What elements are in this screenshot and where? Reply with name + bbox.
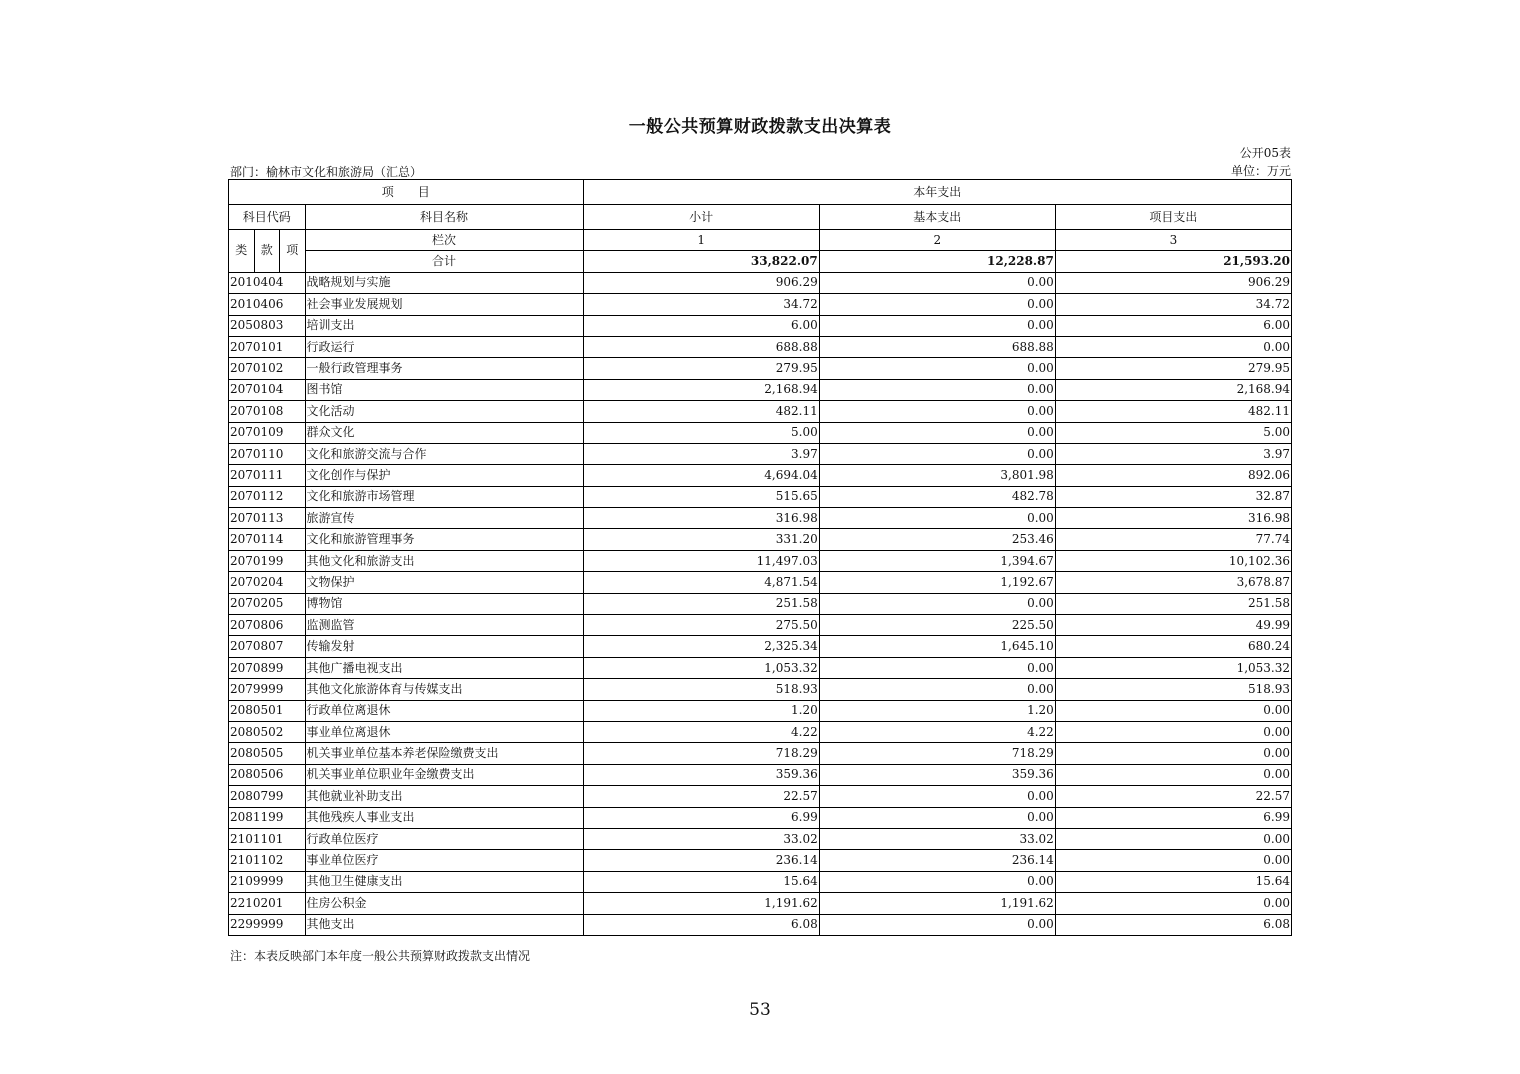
row-name: 行政运行 — [305, 336, 583, 357]
row-basic: 482.78 — [819, 486, 1055, 507]
row-name: 其他就业补助支出 — [305, 786, 583, 807]
row-project: 34.72 — [1055, 294, 1291, 315]
row-subtotal: 6.08 — [583, 914, 819, 935]
table-row — [229, 914, 1292, 935]
table-row — [229, 679, 1292, 700]
header-row-2 — [229, 205, 1292, 230]
row-name: 文化活动 — [305, 401, 583, 422]
row-subtotal: 34.72 — [583, 294, 819, 315]
department-label: 部门：榆林市文化和旅游局（汇总） — [230, 165, 423, 179]
row-basic: 0.00 — [819, 358, 1055, 379]
row-subtotal: 4,694.04 — [583, 465, 819, 486]
row-subtotal: 688.88 — [583, 336, 819, 357]
row-code: 2070199 — [229, 550, 306, 571]
row-code: 2210201 — [229, 893, 306, 914]
row-name: 文化和旅游交流与合作 — [305, 443, 583, 464]
row-code: 2070899 — [229, 657, 306, 678]
row-code: 2080505 — [229, 743, 306, 764]
row-name: 旅游宣传 — [305, 508, 583, 529]
row-basic: 0.00 — [819, 593, 1055, 614]
row-subtotal: 906.29 — [583, 272, 819, 293]
row-code: 2080799 — [229, 786, 306, 807]
row-project: 77.74 — [1055, 529, 1291, 550]
row-subtotal: 236.14 — [583, 850, 819, 871]
row-project: 0.00 — [1055, 721, 1291, 742]
row-code: 2070110 — [229, 443, 306, 464]
page-number: 53 — [749, 1000, 771, 1020]
row-project: 0.00 — [1055, 893, 1291, 914]
row-subtotal: 515.65 — [583, 486, 819, 507]
table-row — [229, 893, 1292, 914]
row-name: 其他文化旅游体育与传媒支出 — [305, 679, 583, 700]
row-basic: 359.36 — [819, 764, 1055, 785]
row-subtotal: 1,053.32 — [583, 657, 819, 678]
row-name: 其他文化和旅游支出 — [305, 550, 583, 571]
row-project: 6.08 — [1055, 914, 1291, 935]
row-name: 行政单位离退休 — [305, 700, 583, 721]
table-row — [229, 358, 1292, 379]
table-row — [229, 272, 1292, 293]
table-row — [229, 657, 1292, 678]
row-name: 行政单位医疗 — [305, 828, 583, 849]
table-row — [229, 422, 1292, 443]
row-subtotal: 33.02 — [583, 828, 819, 849]
header-xiang: 项 — [280, 230, 306, 273]
table-row — [229, 700, 1292, 721]
row-name: 监测监管 — [305, 615, 583, 636]
total-basic: 12,228.87 — [819, 251, 1055, 272]
row-name: 其他卫生健康支出 — [305, 871, 583, 892]
row-basic: 0.00 — [819, 294, 1055, 315]
row-basic: 33.02 — [819, 828, 1055, 849]
row-project: 3.97 — [1055, 443, 1291, 464]
row-basic: 4.22 — [819, 721, 1055, 742]
row-project: 0.00 — [1055, 828, 1291, 849]
expenditure-table — [228, 179, 1292, 936]
row-project: 482.11 — [1055, 401, 1291, 422]
row-subtotal: 15.64 — [583, 871, 819, 892]
row-project: 0.00 — [1055, 700, 1291, 721]
row-subtotal: 6.99 — [583, 807, 819, 828]
row-subtotal: 279.95 — [583, 358, 819, 379]
header-project: 项目支出 — [1055, 205, 1291, 230]
row-name: 群众文化 — [305, 422, 583, 443]
row-code: 2050803 — [229, 315, 306, 336]
row-basic: 1,192.67 — [819, 572, 1055, 593]
row-project: 22.57 — [1055, 786, 1291, 807]
row-basic: 0.00 — [819, 315, 1055, 336]
row-code: 2010406 — [229, 294, 306, 315]
table-row — [229, 743, 1292, 764]
row-basic: 236.14 — [819, 850, 1055, 871]
row-name: 战略规划与实施 — [305, 272, 583, 293]
header-item: 项 目 — [229, 180, 584, 205]
row-name: 文化和旅游市场管理 — [305, 486, 583, 507]
row-code: 2109999 — [229, 871, 306, 892]
row-code: 2070113 — [229, 508, 306, 529]
row-code: 2070114 — [229, 529, 306, 550]
row-code: 2080506 — [229, 764, 306, 785]
row-code: 2079999 — [229, 679, 306, 700]
row-code: 2070204 — [229, 572, 306, 593]
row-basic: 0.00 — [819, 422, 1055, 443]
row-project: 518.93 — [1055, 679, 1291, 700]
row-subtotal: 482.11 — [583, 401, 819, 422]
table-row — [229, 401, 1292, 422]
row-subtotal: 316.98 — [583, 508, 819, 529]
table-row — [229, 529, 1292, 550]
row-basic: 225.50 — [819, 615, 1055, 636]
row-basic: 0.00 — [819, 272, 1055, 293]
row-project: 3,678.87 — [1055, 572, 1291, 593]
total-label: 合计 — [305, 251, 583, 272]
row-subtotal: 5.00 — [583, 422, 819, 443]
row-name: 传输发射 — [305, 636, 583, 657]
row-name: 文物保护 — [305, 572, 583, 593]
row-code: 2070108 — [229, 401, 306, 422]
header-col1: 1 — [583, 230, 819, 251]
table-body — [229, 180, 1292, 936]
row-basic: 0.00 — [819, 508, 1055, 529]
row-project: 0.00 — [1055, 764, 1291, 785]
row-subtotal: 518.93 — [583, 679, 819, 700]
row-name: 文化创作与保护 — [305, 465, 583, 486]
row-basic: 1.20 — [819, 700, 1055, 721]
row-code: 2070806 — [229, 615, 306, 636]
table-row — [229, 379, 1292, 400]
header-code: 科目代码 — [229, 205, 306, 230]
row-basic: 0.00 — [819, 657, 1055, 678]
table-row — [229, 443, 1292, 464]
row-subtotal: 718.29 — [583, 743, 819, 764]
row-name: 其他支出 — [305, 914, 583, 935]
row-basic: 253.46 — [819, 529, 1055, 550]
row-code: 2101101 — [229, 828, 306, 849]
row-basic: 0.00 — [819, 786, 1055, 807]
row-basic: 0.00 — [819, 443, 1055, 464]
header-name: 科目名称 — [305, 205, 583, 230]
form-number: 公开05表 — [1239, 146, 1291, 160]
row-project: 49.99 — [1055, 615, 1291, 636]
row-code: 2010404 — [229, 272, 306, 293]
row-project: 6.99 — [1055, 807, 1291, 828]
row-basic: 1,394.67 — [819, 550, 1055, 571]
table-row — [229, 315, 1292, 336]
row-project: 0.00 — [1055, 336, 1291, 357]
row-name: 社会事业发展规划 — [305, 294, 583, 315]
row-name: 博物馆 — [305, 593, 583, 614]
row-project: 32.87 — [1055, 486, 1291, 507]
row-name: 一般行政管理事务 — [305, 358, 583, 379]
table-row — [229, 615, 1292, 636]
row-subtotal: 4.22 — [583, 721, 819, 742]
row-name: 图书馆 — [305, 379, 583, 400]
row-basic: 1,191.62 — [819, 893, 1055, 914]
row-subtotal: 4,871.54 — [583, 572, 819, 593]
row-name: 培训支出 — [305, 315, 583, 336]
table-row — [229, 807, 1292, 828]
row-subtotal: 2,325.34 — [583, 636, 819, 657]
row-code: 2070112 — [229, 486, 306, 507]
table-row — [229, 721, 1292, 742]
row-code: 2080501 — [229, 700, 306, 721]
header-column-no: 栏次 — [305, 230, 583, 251]
table-row — [229, 764, 1292, 785]
row-name: 文化和旅游管理事务 — [305, 529, 583, 550]
row-basic: 0.00 — [819, 914, 1055, 935]
row-project: 251.58 — [1055, 593, 1291, 614]
table-row — [229, 572, 1292, 593]
row-project: 1,053.32 — [1055, 657, 1291, 678]
row-code: 2070102 — [229, 358, 306, 379]
header-col2: 2 — [819, 230, 1055, 251]
row-code: 2070807 — [229, 636, 306, 657]
row-basic: 688.88 — [819, 336, 1055, 357]
row-subtotal: 2,168.94 — [583, 379, 819, 400]
row-code: 2299999 — [229, 914, 306, 935]
row-basic: 1,645.10 — [819, 636, 1055, 657]
table-row — [229, 465, 1292, 486]
total-subtotal: 33,822.07 — [583, 251, 819, 272]
row-project: 279.95 — [1055, 358, 1291, 379]
row-basic: 718.29 — [819, 743, 1055, 764]
table-row — [229, 828, 1292, 849]
row-basic: 0.00 — [819, 871, 1055, 892]
row-code: 2070111 — [229, 465, 306, 486]
row-project: 892.06 — [1055, 465, 1291, 486]
row-project: 316.98 — [1055, 508, 1291, 529]
header-row-1 — [229, 180, 1292, 205]
row-subtotal: 22.57 — [583, 786, 819, 807]
header-basic: 基本支出 — [819, 205, 1055, 230]
total-project: 21,593.20 — [1055, 251, 1291, 272]
row-project: 6.00 — [1055, 315, 1291, 336]
page-title: 一般公共预算财政拨款支出决算表 — [628, 117, 892, 137]
header-kuan: 款 — [254, 230, 280, 273]
table-row — [229, 593, 1292, 614]
row-name: 其他残疾人事业支出 — [305, 807, 583, 828]
row-project: 10,102.36 — [1055, 550, 1291, 571]
row-subtotal: 1,191.62 — [583, 893, 819, 914]
row-subtotal: 359.36 — [583, 764, 819, 785]
header-subtotal: 小计 — [583, 205, 819, 230]
total-row — [229, 251, 1292, 272]
row-basic: 0.00 — [819, 679, 1055, 700]
row-name: 其他广播电视支出 — [305, 657, 583, 678]
row-code: 2070109 — [229, 422, 306, 443]
row-project: 0.00 — [1055, 743, 1291, 764]
row-project: 680.24 — [1055, 636, 1291, 657]
row-name: 事业单位医疗 — [305, 850, 583, 871]
row-subtotal: 251.58 — [583, 593, 819, 614]
row-basic: 3,801.98 — [819, 465, 1055, 486]
row-name: 事业单位离退休 — [305, 721, 583, 742]
row-code: 2081199 — [229, 807, 306, 828]
row-name: 机关事业单位职业年金缴费支出 — [305, 764, 583, 785]
row-subtotal: 6.00 — [583, 315, 819, 336]
row-name: 机关事业单位基本养老保险缴费支出 — [305, 743, 583, 764]
row-code: 2080502 — [229, 721, 306, 742]
row-subtotal: 11,497.03 — [583, 550, 819, 571]
row-project: 5.00 — [1055, 422, 1291, 443]
table-note: 注：本表反映部门本年度一般公共预算财政拨款支出情况 — [230, 949, 531, 963]
header-current-year: 本年支出 — [583, 180, 1291, 205]
row-subtotal: 1.20 — [583, 700, 819, 721]
row-subtotal: 275.50 — [583, 615, 819, 636]
table-row — [229, 294, 1292, 315]
row-project: 906.29 — [1055, 272, 1291, 293]
row-basic: 0.00 — [819, 379, 1055, 400]
row-subtotal: 3.97 — [583, 443, 819, 464]
header-lei: 类 — [229, 230, 255, 273]
header-col3: 3 — [1055, 230, 1291, 251]
table-row — [229, 786, 1292, 807]
row-basic: 0.00 — [819, 807, 1055, 828]
row-project: 15.64 — [1055, 871, 1291, 892]
row-code: 2070104 — [229, 379, 306, 400]
row-name: 住房公积金 — [305, 893, 583, 914]
row-basic: 0.00 — [819, 401, 1055, 422]
header-row-3 — [229, 230, 1292, 251]
row-code: 2070101 — [229, 336, 306, 357]
row-code: 2101102 — [229, 850, 306, 871]
unit-label: 单位：万元 — [1230, 164, 1291, 178]
table-row — [229, 336, 1292, 357]
table-row — [229, 850, 1292, 871]
row-project: 2,168.94 — [1055, 379, 1291, 400]
row-project: 0.00 — [1055, 850, 1291, 871]
table-row — [229, 636, 1292, 657]
table-row — [229, 550, 1292, 571]
table-row — [229, 871, 1292, 892]
table-row — [229, 508, 1292, 529]
row-subtotal: 331.20 — [583, 529, 819, 550]
table-row — [229, 486, 1292, 507]
row-code: 2070205 — [229, 593, 306, 614]
